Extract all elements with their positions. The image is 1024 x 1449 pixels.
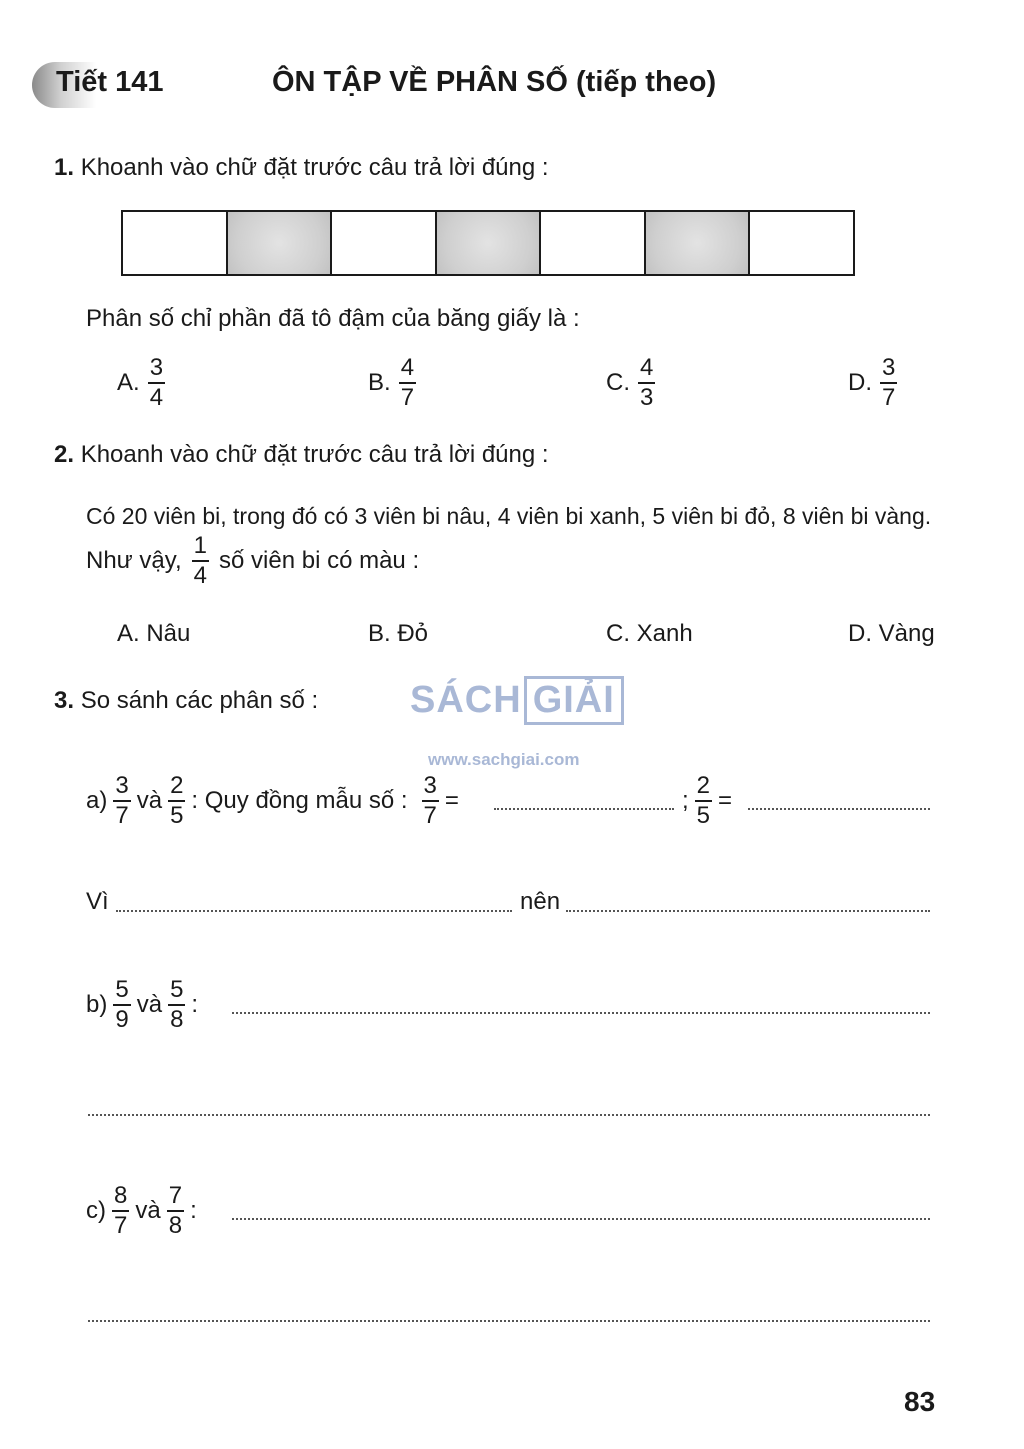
q3a-row: [86, 774, 459, 828]
watermark-url: www.sachgiai.com: [428, 750, 580, 769]
strip-cell-shaded: [437, 212, 542, 274]
fraction: $\frac{2}{5}$: [696, 772, 711, 829]
fraction: $\frac{1}{4}$: [193, 532, 208, 589]
watermark-logo: SÁCH GIẢI: [410, 676, 626, 725]
and-word: và: [136, 991, 163, 1018]
and-word: và: [136, 787, 163, 814]
fraction: $\frac{3}{7}$: [423, 772, 437, 829]
fraction: $\frac{8}{7}$: [114, 1182, 128, 1239]
strip-cell: [332, 212, 437, 274]
fraction: $\frac{5}{8}$: [170, 976, 184, 1033]
strip-cell: [123, 212, 228, 274]
fraction: $\frac{4}{7}$: [400, 354, 415, 411]
fraction: $\frac{2}{5}$: [170, 772, 184, 829]
fraction: $\frac{5}{9}$: [115, 976, 129, 1033]
strip-cell: [541, 212, 646, 274]
question-2-text: Khoanh vào chữ đặt trước câu trả lời đúng :: [80, 441, 549, 468]
option-label: C.: [606, 369, 630, 396]
strip-cell: [750, 212, 853, 274]
option-label: B.: [368, 369, 391, 396]
q3a-instruction: : Quy đồng mẫu số :: [191, 787, 408, 814]
question-1-number: 1.: [54, 154, 75, 181]
paper-strip: [121, 210, 855, 276]
q3c-row: [86, 1184, 197, 1238]
fraction: $\frac{3}{4}$: [149, 354, 164, 411]
because-label: Vì: [86, 888, 109, 915]
strip-cell-shaded: [228, 212, 333, 274]
q1-option-c[interactable]: [606, 356, 655, 410]
q2-option-d[interactable]: D. Vàng: [848, 620, 935, 647]
page-title: ÔN TẬP VỀ PHÂN SỐ (tiếp theo): [272, 66, 717, 98]
question-2-prompt: [54, 441, 549, 469]
q2-tail-text: số viên bi có màu :: [219, 547, 420, 574]
fraction: $\frac{3}{7}$: [882, 354, 896, 411]
answer-line[interactable]: [232, 1218, 930, 1220]
q3b-row: [86, 978, 198, 1032]
question-1-prompt: [54, 154, 549, 182]
question-3-prompt: [54, 687, 318, 715]
strip-cell-shaded: [646, 212, 751, 274]
q2-lead-text: Như vậy,: [86, 547, 182, 574]
q2-option-a[interactable]: A. Nâu: [117, 620, 191, 647]
and-word: và: [135, 1197, 161, 1224]
separator: ;: [682, 787, 689, 814]
answer-line[interactable]: [116, 910, 512, 912]
answer-line[interactable]: [494, 808, 674, 810]
question-3-number: 3.: [54, 687, 75, 714]
question-1-subquestion: Phân số chỉ phần đã tô đậm của băng giấy là :: [86, 305, 580, 332]
equals-sign: =: [718, 787, 733, 814]
option-label: D.: [848, 369, 872, 396]
question-2-number: 2.: [54, 441, 75, 468]
q1-option-a[interactable]: [117, 356, 165, 410]
q3b-label: b): [86, 991, 108, 1018]
colon: :: [190, 1197, 197, 1224]
q3c-label: c): [86, 1197, 106, 1224]
q1-option-d[interactable]: [848, 356, 897, 410]
answer-line[interactable]: [88, 1320, 930, 1322]
therefore-label: nên: [520, 888, 561, 915]
q3a-label: a): [86, 787, 108, 814]
answer-line[interactable]: [748, 808, 930, 810]
q3a-row-second: [682, 774, 732, 828]
fraction: $\frac{4}{3}$: [640, 354, 654, 411]
fraction: $\frac{7}{8}$: [168, 1182, 183, 1239]
answer-line[interactable]: [566, 910, 930, 912]
answer-line[interactable]: [88, 1114, 930, 1116]
option-label: A.: [117, 369, 140, 396]
equals-sign: =: [444, 787, 459, 814]
q2-option-b[interactable]: B. Đỏ: [368, 620, 429, 647]
question-3-text: So sánh các phân số :: [80, 687, 319, 714]
fraction: $\frac{3}{7}$: [115, 772, 129, 829]
q2-option-c[interactable]: C. Xanh: [606, 620, 693, 647]
colon: :: [191, 991, 199, 1018]
question-2-statement: Có 20 viên bi, trong đó có 3 viên bi nâu, 4 viên bi xanh, 5 viên bi đỏ, 8 viên bi vàng.: [86, 503, 932, 529]
question-1-text: Khoanh vào chữ đặt trước câu trả lời đúng :: [80, 154, 549, 181]
watermark-box: GIẢI: [524, 676, 624, 725]
q1-option-b[interactable]: [368, 356, 416, 410]
page-number: 83: [904, 1386, 936, 1417]
question-2-ask: [86, 534, 419, 588]
lesson-number: Tiết 141: [56, 66, 164, 98]
answer-line[interactable]: [232, 1012, 930, 1014]
